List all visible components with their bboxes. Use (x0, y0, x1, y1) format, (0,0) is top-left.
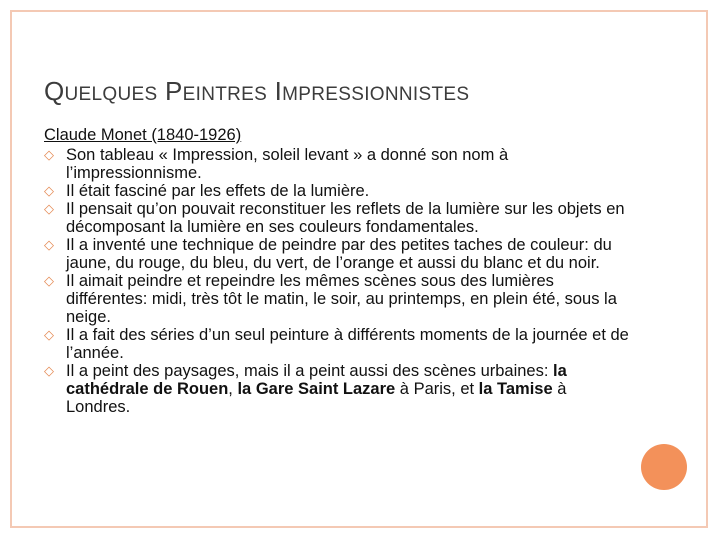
bullet-item (44, 146, 634, 182)
bullet-item (44, 362, 634, 416)
slide-content (44, 126, 634, 416)
bullet-emphasis: la Tamise (478, 380, 553, 398)
diamond-outline-bullet-icon: ◇ (44, 237, 54, 252)
bullet-item (44, 326, 634, 362)
bullet-text: Il a fait des séries d’un seul peinture à différents moments de la journée et de l’année. (66, 326, 629, 362)
bullet-text: , (228, 380, 238, 398)
bullet-text: à Londres. (66, 380, 567, 416)
diamond-outline-bullet-icon: ◇ (44, 183, 54, 198)
title-word-1: QUELQUES (44, 76, 158, 106)
bullet-text: Il pensait qu’on pouvait reconstituer les reflets de la lumière sur les objets en décomposant la lumière en ses couleurs fondamentales. (66, 200, 625, 236)
bullet-text: Son tableau « Impression, soleil levant » a donné son nom à l’impressionnisme. (66, 146, 509, 182)
bullet-item (44, 236, 634, 272)
diamond-outline-bullet-icon: ◇ (44, 327, 54, 342)
bullet-text: Il était fasciné par les effets de la lumière. (66, 182, 370, 200)
bullet-item (44, 272, 634, 326)
title-word-2: PEINTRES (164, 76, 268, 106)
bullet-text: Il a peint des paysages, mais il a peint aussi des scènes urbaines: (66, 362, 554, 380)
diamond-outline-bullet-icon: ◇ (44, 147, 54, 162)
bullet-emphasis: la Gare Saint Lazare (237, 380, 396, 398)
bullet-list (44, 146, 634, 416)
bullet-item (44, 200, 634, 236)
bullet-item (44, 182, 634, 200)
slide-subtitle: Claude Monet (1840-1926) (44, 126, 242, 144)
title-word-3: IMPRESSIONNISTES (274, 76, 470, 106)
bullet-text: à Paris, et (395, 380, 479, 398)
bullet-text: Il aimait peindre et repeindre les mêmes scènes sous des lumières différentes: midi, très tôt le matin, le soir, au printemps, en plein été, sous la neige. (66, 272, 617, 326)
bullet-emphasis: la cathédrale de Rouen (66, 362, 567, 398)
slide-title (44, 76, 469, 107)
diamond-outline-bullet-icon: ◇ (44, 363, 54, 378)
diamond-outline-bullet-icon: ◇ (44, 201, 54, 216)
diamond-outline-bullet-icon: ◇ (44, 273, 54, 288)
decorative-circle (641, 444, 687, 490)
bullet-text: Il a inventé une technique de peindre par des petites taches de couleur: du jaune, du rouge, du bleu, du vert, de l’orange et aussi du blanc et du noir. (66, 236, 612, 272)
